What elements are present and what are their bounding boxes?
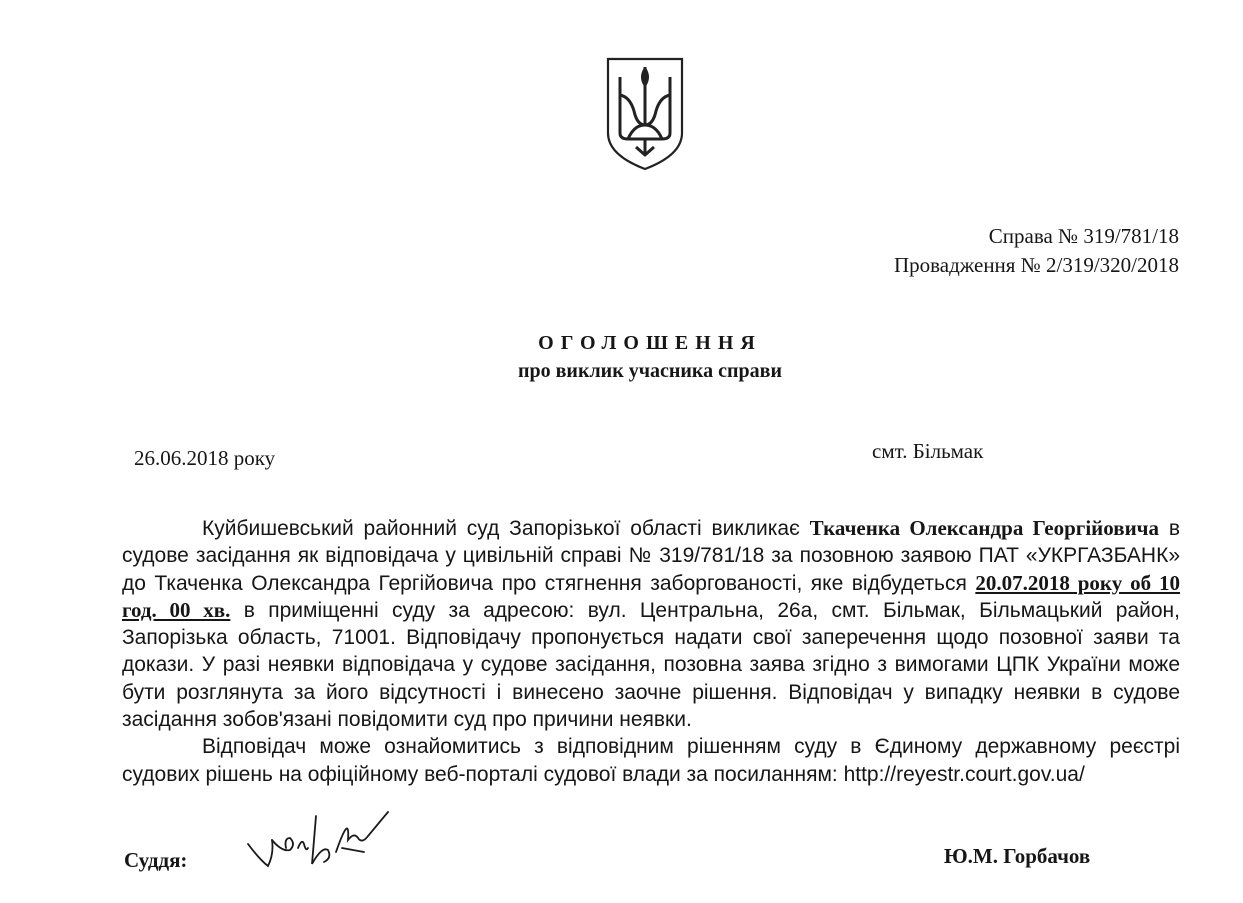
judge-label: Суддя: xyxy=(124,848,188,872)
summons-case-details: в судове засідання як відповідача у цивільній справі № 319/781/18 за позовною заявою ПАТ «УКРГАЗБАНК» до Ткаченка Олександра Гергійовича про стягнення заборгованості, яке відбудеться xyxy=(122,517,1180,595)
paragraph-registry: Відповідач може ознайомитись з відповідним рішенням суду в Єдиному державному реєстрі судових рішень на офіційному веб-порталі судової влади за посиланням: http://reyestr.court.gov.ua/ xyxy=(122,735,1180,786)
defendant-name: Ткаченка Олександра Георгійовича xyxy=(809,516,1160,540)
document-place: смт. Більмак xyxy=(872,439,984,463)
handwritten-signature xyxy=(238,792,398,882)
document-subtitle: про виклик учасника справи xyxy=(517,360,783,382)
proceeding-number: Провадження № 2/319/320/2018 xyxy=(893,253,1179,277)
hearing-datetime: 20.07.2018 року об 10 год. 00 хв. xyxy=(122,570,1181,622)
case-number: Справа № 319/781/18 xyxy=(988,224,1179,248)
case-reference xyxy=(894,222,1179,280)
trident-coat-of-arms-icon xyxy=(604,55,686,173)
paragraph-summons xyxy=(122,515,1180,733)
announcement-body xyxy=(122,515,1180,788)
judge-name: Ю.М. Горбачов xyxy=(944,844,1091,868)
document-title: ОГОЛОШЕННЯ xyxy=(538,332,762,354)
document-date: 26.06.2018 року xyxy=(134,446,276,470)
summons-intro: Куйбишевський районний суд Запорізької області викликає xyxy=(202,517,810,540)
summons-address-and-terms: в приміщенні суду за адресою: вул. Центральна, 26а, смт. Більмак, Більмацький район, Запорізька область, 71001. Відповідачу пропонується надати свої заперечення щодо позовної заяви та докази. У разі неявки відповідача у судове засідання, позовна заява згідно з вимогами ЦПК України може бути розглянута за його відсутності і винесено заочне рішення. Відповідач у випадку неявки в судове засідання зобов'язані повідомити суд про причини неявки. xyxy=(122,598,1180,732)
